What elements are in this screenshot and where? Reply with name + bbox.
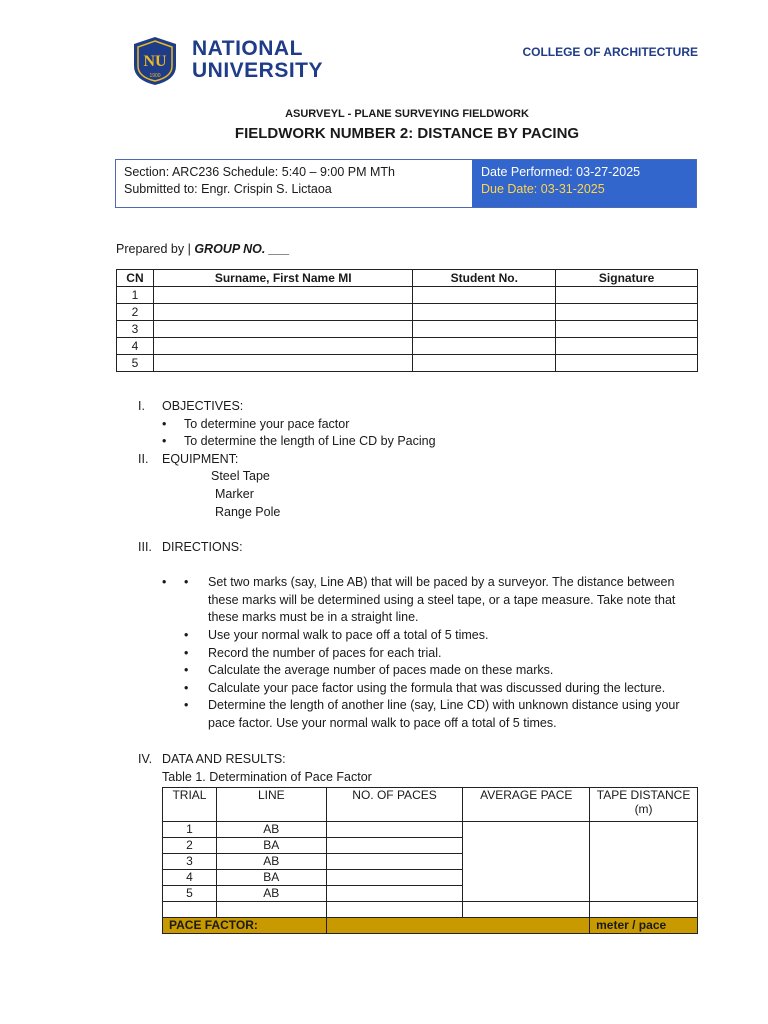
objective-item: • To determine the length of Line CD by Pacing <box>138 433 698 451</box>
equipment-title: EQUIPMENT: <box>162 451 239 466</box>
page-title: FIELDWORK NUMBER 2: DISTANCE BY PACING <box>234 125 580 142</box>
cn-cell: 3 <box>117 321 154 338</box>
directions-title: DIRECTIONS: <box>162 540 243 554</box>
university-line2: UNIVERSITY <box>192 59 324 82</box>
university-logo <box>132 36 178 86</box>
direction-item: • Determine the length of another line (say, Line CD) with unknown distance using your pace factor. Use your normal walk to pace off a total of 5 times. <box>184 698 680 730</box>
trial-cell: 5 <box>163 886 217 902</box>
paces-cell[interactable] <box>326 838 463 854</box>
signature-cell[interactable] <box>556 355 698 372</box>
col-signature: Signature <box>556 270 698 287</box>
date-performed: Date Performed: 03-27-2025 <box>481 165 641 179</box>
paces-cell[interactable] <box>326 854 463 870</box>
signature-cell[interactable] <box>556 321 698 338</box>
members-table <box>116 269 698 372</box>
cn-cell: 2 <box>117 304 154 321</box>
objectives-title: OBJECTIVES: <box>162 399 244 413</box>
student-no-cell[interactable] <box>413 287 556 304</box>
col-average-pace: AVERAGE PACE <box>463 788 590 822</box>
data-title: DATA AND RESULTS: <box>162 752 286 766</box>
info-left <box>116 160 472 207</box>
equipment-item: Range Pole <box>215 504 281 519</box>
data-num: IV. <box>138 752 153 766</box>
paces-cell[interactable] <box>326 886 463 902</box>
directions-num: III. <box>138 540 152 554</box>
student-no-cell[interactable] <box>413 355 556 372</box>
prepared-label: Prepared by | <box>116 242 191 256</box>
direction-item: • Record the number of paces for each trial. <box>184 645 442 660</box>
paces-cell[interactable] <box>326 822 463 838</box>
line-cell: AB <box>216 886 326 902</box>
signature-cell[interactable] <box>556 338 698 355</box>
table-row <box>117 287 698 304</box>
cn-cell: 5 <box>117 355 154 372</box>
info-dates <box>472 160 696 207</box>
table-row <box>163 822 698 838</box>
logo-monogram: NU <box>143 53 167 70</box>
tape-distance-cell[interactable] <box>590 822 698 902</box>
col-tape-distance: TAPE DISTANCE (m) <box>590 788 698 822</box>
college-name: COLLEGE OF ARCHITECTURE <box>522 45 698 59</box>
col-name: Surname, First Name MI <box>153 270 412 287</box>
submitted-to: Submitted to: Engr. Crispin S. Lictaoa <box>124 182 332 196</box>
name-cell[interactable] <box>153 355 412 372</box>
cn-cell: 1 <box>117 287 154 304</box>
name-cell[interactable] <box>153 287 412 304</box>
line-cell: BA <box>216 870 326 886</box>
table-row <box>117 304 698 321</box>
table-row <box>117 338 698 355</box>
prepared-by <box>116 242 290 256</box>
name-cell[interactable] <box>153 338 412 355</box>
student-no-cell[interactable] <box>413 321 556 338</box>
table-row <box>117 321 698 338</box>
col-trial: TRIAL <box>163 788 217 822</box>
trial-cell: 3 <box>163 854 217 870</box>
directions-section <box>138 539 700 627</box>
col-paces: NO. OF PACES <box>326 788 463 822</box>
data-section <box>138 751 372 786</box>
info-box <box>115 159 697 208</box>
signature-cell[interactable] <box>556 304 698 321</box>
table-row-blank <box>163 902 698 918</box>
directions-list-rest <box>138 627 700 733</box>
table-row <box>117 355 698 372</box>
direction-item: • • Set two marks (say, Line AB) that will be paced by a surveyor. The distance between these marks will be determined using a steel tape, or a tape measure. Take note that these marks must be in a straight line. <box>138 574 700 627</box>
paces-cell[interactable] <box>326 870 463 886</box>
student-no-cell[interactable] <box>413 338 556 355</box>
equipment-num: II. <box>138 451 149 466</box>
pace-factor-table <box>162 787 698 934</box>
course-title: ASURVEYL - PLANE SURVEYING FIELDWORK <box>285 108 529 120</box>
university-line1: NATIONAL <box>192 37 303 60</box>
col-student-no: Student No. <box>413 270 556 287</box>
equipment-item: Steel Tape <box>211 469 270 484</box>
line-cell: BA <box>216 838 326 854</box>
student-no-cell[interactable] <box>413 304 556 321</box>
section-schedule: Section: ARC236 Schedule: 5:40 – 9:00 PM MTh <box>124 165 395 179</box>
university-name <box>192 38 323 82</box>
trial-cell: 1 <box>163 822 217 838</box>
signature-cell[interactable] <box>556 287 698 304</box>
group-number: GROUP NO. ___ <box>194 242 290 256</box>
direction-item: • Calculate your pace factor using the formula that was discussed during the lecture. <box>184 680 666 695</box>
direction-item: • Calculate the average number of paces made on these marks. <box>184 663 554 678</box>
pace-factor-row <box>163 918 698 934</box>
pace-factor-unit: meter / pace <box>590 918 698 934</box>
logo-year: 1900 <box>149 73 161 79</box>
line-cell: AB <box>216 854 326 870</box>
name-cell[interactable] <box>153 304 412 321</box>
trial-cell: 2 <box>163 838 217 854</box>
cn-cell: 4 <box>117 338 154 355</box>
col-line: LINE <box>216 788 326 822</box>
due-date: Due Date: 03-31-2025 <box>481 182 605 196</box>
col-cn: CN <box>117 270 154 287</box>
pace-factor-label: PACE FACTOR: <box>163 918 327 934</box>
table-caption: Table 1. Determination of Pace Factor <box>162 769 372 784</box>
equipment-item: Marker <box>215 486 254 501</box>
objectives-num: I. <box>138 399 145 413</box>
objectives-section <box>138 398 698 521</box>
name-cell[interactable] <box>153 321 412 338</box>
average-pace-cell[interactable] <box>463 822 590 902</box>
objective-item: • To determine your pace factor <box>138 416 698 434</box>
trial-cell: 4 <box>163 870 217 886</box>
direction-item: • Use your normal walk to pace off a total of 5 times. <box>184 628 489 642</box>
pace-factor-value[interactable] <box>326 918 589 934</box>
line-cell: AB <box>216 822 326 838</box>
